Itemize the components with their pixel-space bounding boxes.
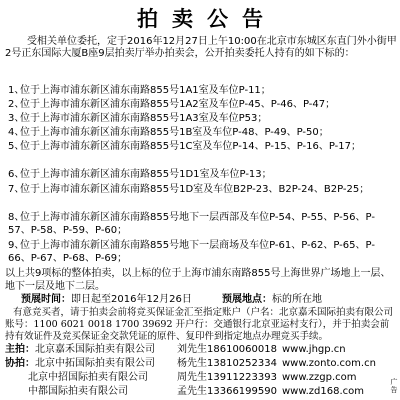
preview-time-value: 即日起至2016年12月26日 bbox=[71, 294, 192, 305]
preview-place-label: 预展地点： bbox=[222, 294, 272, 305]
lot-number: 1、 bbox=[8, 85, 25, 96]
lot-number: 8、 bbox=[8, 212, 25, 223]
lot-number: 6、 bbox=[8, 169, 25, 180]
lot-text: 位于上海市浦东新区浦东南路855号1D1室及车位P-13； bbox=[20, 169, 272, 180]
preview-line bbox=[21, 294, 192, 306]
lot-text: 位于上海市浦东新区浦东南路855号1A2室及车位P-45、P-46、P-47； bbox=[20, 99, 336, 110]
lot-text: 位于上海市浦东新区浦东南路855号1A3室及车位P53； bbox=[20, 113, 268, 124]
lot-item-5 bbox=[8, 141, 396, 154]
organizer-contact-4: 孟先生13366199590 bbox=[177, 386, 277, 397]
lot-text: 位于上海市浦东新区浦东南路855号1C室及车位P-14、P-15、P-16、P-17； bbox=[20, 141, 362, 152]
organizer-contact-1: 刘先生18610060018 bbox=[177, 344, 277, 355]
organizer-company: 北京中拓国际拍卖有限公司 bbox=[35, 358, 155, 369]
organizer-row-2 bbox=[5, 358, 155, 370]
notice-title: 拍卖公告 bbox=[137, 7, 277, 31]
intro-paragraph: 受相关单位委托，定于2016年12月27日上午10:00在北京市东城区东直门外小街甲2号正东国际大厦B座9层拍卖厅举办拍卖会，公开拍卖委托人持有的如下标的： bbox=[5, 36, 397, 60]
organizer-company-4: 中都国际拍卖有限公司 bbox=[28, 386, 128, 397]
lot-item-2 bbox=[8, 99, 396, 112]
lot-item-8 bbox=[8, 212, 396, 237]
preview-place-line bbox=[222, 294, 322, 306]
advertisement-tag: 广告 bbox=[390, 378, 398, 394]
lot-text: 位于上海市浦东新区浦东南路855号1A1室及车位P-11； bbox=[20, 85, 271, 96]
lot-text: 位于上海市浦东新区浦东南路855号地下一层西部及车位P-54、P-55、P-56、P-57、P-58、P-59、P-60； bbox=[8, 212, 375, 236]
organizer-contact-3: 周先生13911223393 bbox=[177, 372, 277, 383]
organizer-contact-2: 杨先生13810252334 bbox=[177, 358, 277, 369]
organizer-role: 协拍： bbox=[5, 358, 35, 369]
organizer-web-4: www.zd168.com bbox=[282, 386, 365, 397]
organizer-row-1 bbox=[5, 344, 155, 356]
lot-number: 7、 bbox=[8, 184, 25, 195]
summary-paragraph: 以上共9项标的整体拍卖，以上标的位于上海市浦东南路855号上海世界广场地上一层、地下一层及地下二层。 bbox=[5, 268, 391, 292]
preview-place-value: 标的所在地 bbox=[272, 294, 322, 305]
lot-item-9 bbox=[8, 240, 396, 265]
lot-number: 9、 bbox=[8, 240, 25, 251]
organizer-role: 主拍： bbox=[5, 344, 35, 355]
organizer-web-3: www.zzgp.com bbox=[282, 372, 357, 383]
organizer-company: 北京嘉禾国际拍卖有限公司 bbox=[35, 344, 155, 355]
lot-number: 5、 bbox=[8, 141, 25, 152]
lot-number: 4、 bbox=[8, 127, 25, 138]
lot-text: 位于上海市浦东新区浦东南路855号地下一层商场及车位P-61、P-62、P-65、P-66、P-67、P-68、P-69； bbox=[8, 240, 375, 264]
lot-text: 位于上海市浦东新区浦东南路855号1B室及车位P-48、P-49、P-50； bbox=[20, 127, 329, 138]
organizer-web-1: www.jhgp.cn bbox=[282, 344, 346, 355]
preview-time-label: 预展时间： bbox=[21, 294, 71, 305]
lot-text: 位于上海市浦东新区浦东南路855号1D室及车位B2P-23、B2P-24、B2P-25； bbox=[20, 184, 370, 195]
organizer-company-3: 北京中招国际拍卖有限公司 bbox=[28, 372, 148, 383]
lot-number: 3、 bbox=[8, 113, 25, 124]
bidder-note: 有意竞买者，请于拍卖会前将竞买保证金汇至指定账户（户名：北京嘉禾国际拍卖有限公司 账号：1100 6021 0018 1700 39692 开户行：交通银行北京亚运村支行），并于拍卖会前持有效证件及竞买保证金交款凭证的原件、复印件到指定地点办理竞买手续。 bbox=[5, 307, 394, 342]
lot-item-3 bbox=[8, 113, 396, 126]
lot-item-6 bbox=[8, 169, 396, 182]
lot-number: 2、 bbox=[8, 99, 25, 110]
lot-item-1 bbox=[8, 85, 396, 98]
lot-item-7 bbox=[8, 184, 396, 197]
organizer-web-2: www.zonto.com.cn bbox=[282, 358, 376, 369]
lot-item-4 bbox=[8, 127, 396, 140]
